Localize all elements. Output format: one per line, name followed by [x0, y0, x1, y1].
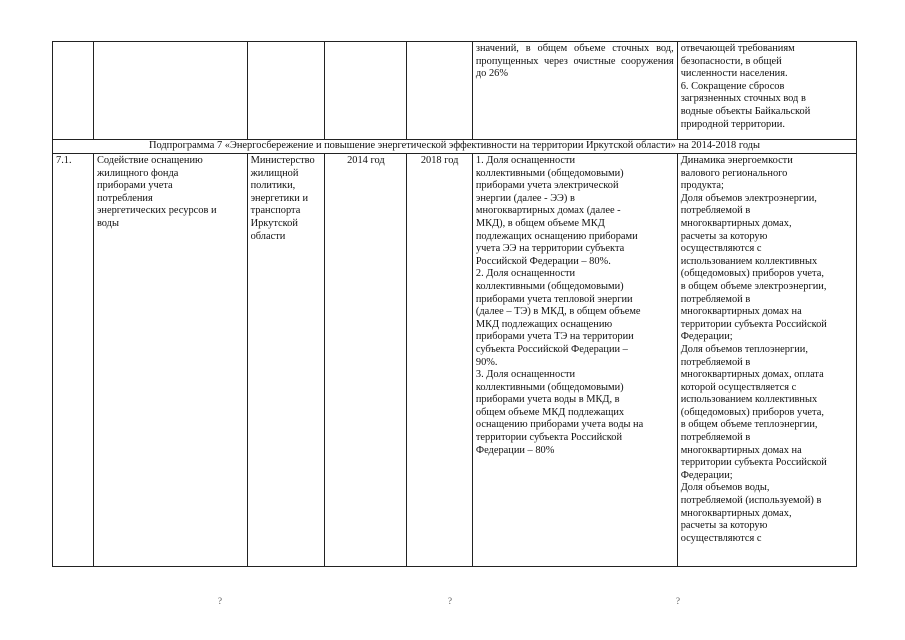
result-line: потребляемой в [680, 293, 751, 305]
indicator-line: 2. Доля оснащенности [475, 268, 576, 280]
result-line: в общем объеме теплоэнергии, [680, 419, 818, 431]
cell-result [677, 42, 856, 140]
result-line: территории субъекта Российской [680, 457, 827, 469]
result-line: расчеты за которую [680, 520, 768, 532]
cell-start-year: 2014 год [325, 154, 407, 567]
cell-number-empty [53, 42, 94, 140]
cell-name-empty [93, 42, 247, 140]
result-line: территории субъекта Российской [680, 318, 827, 330]
name-line: приборами учета [96, 180, 173, 192]
indicator-line: общем объеме МКД подлежащих [475, 406, 625, 418]
result-line: многоквартирных домах на [680, 306, 802, 318]
indicator-line: приборами учета воды в МКД, в [475, 394, 620, 406]
result-line: численности населения. [680, 68, 788, 80]
result-line: 6. Сокращение сбросов [680, 80, 785, 92]
result-line: многоквартирных домах на [680, 444, 802, 456]
result-line: продукта; [680, 180, 724, 192]
result-line: потребляемой (используемой) в [680, 495, 822, 507]
indicator-line: учета ЭЭ на территории субъекта [475, 243, 625, 255]
indicator-line: территории субъекта Российской [475, 432, 623, 444]
name-line: жилищного фонда [96, 167, 179, 179]
indicator-line: оснащению приборами учета воды на [475, 419, 644, 431]
indicator-line: 90%. [475, 356, 498, 368]
result-line: использованием коллективных [680, 255, 818, 267]
name-line: энергетических ресурсов и [96, 205, 217, 217]
result-line: многоквартирных домах, [680, 507, 792, 519]
indicator-line: (далее – ТЭ) в МКД, в общем объеме [475, 306, 641, 318]
subprogram-header-row [53, 140, 857, 154]
name-line: воды [96, 217, 119, 229]
result-line: многоквартирных домах, [680, 217, 792, 229]
executor-line: политики, [250, 180, 296, 192]
footer-mark: ? [676, 596, 680, 606]
indicator-line: 1. Доля оснащенности [475, 155, 576, 166]
indicator-line: приборами учета ТЭ на территории [475, 331, 634, 343]
indicator-line: Российской Федерации – 80%. [475, 255, 611, 267]
result-line: потребляемой в [680, 432, 751, 444]
indicator-line: МКД), в общем объеме МКД [475, 217, 605, 229]
result-line: Доля объемов воды, [680, 482, 770, 494]
result-line: отвечающей требованиям [680, 43, 795, 54]
footer-mark: ? [448, 596, 452, 606]
cell-number: 7.1. [53, 154, 94, 567]
result-line: использованием коллективных [680, 394, 818, 406]
result-line: водные объекты Байкальской [680, 105, 811, 117]
indicator-line: коллективными (общедомовыми) [475, 167, 624, 179]
executor-line: транспорта [250, 205, 301, 217]
result-line: Федерации; [680, 331, 733, 343]
indicator-line: Федерации – 80% [475, 444, 555, 456]
executor-line: энергетики и [250, 192, 309, 204]
result-line: многоквартирных домах, оплата [680, 369, 824, 381]
indicator-line: 3. Доля оснащенности [475, 369, 576, 381]
result-line: Динамика энергоемкости [680, 155, 793, 166]
indicator-line: многоквартирных домах (далее - [475, 205, 621, 217]
table-row-7-1 [53, 154, 857, 567]
result-line: в общем объеме электроэнергии, [680, 280, 827, 292]
executor-line: Министерство [250, 155, 315, 166]
result-line: валового регионального [680, 167, 788, 179]
indicator-line: субъекта Российской Федерации – [475, 343, 628, 355]
name-line: потребления [96, 192, 153, 204]
program-table [52, 41, 857, 567]
result-line: загрязненных сточных вод в [680, 93, 806, 105]
cell-indicators [472, 154, 677, 567]
cell-end-empty [407, 42, 473, 140]
result-line: осуществляются с [680, 532, 762, 544]
indicator-line: энергии (далее - ЭЭ) в [475, 192, 575, 204]
result-line: которой осуществляется с [680, 381, 797, 393]
executor-line: жилищной [250, 167, 299, 179]
indicator-line: приборами учета тепловой энергии [475, 293, 633, 305]
cell-results [677, 154, 856, 567]
subprogram-title: Подпрограмма 7 «Энергосбережение и повышение энергетической эффективности на территории Иркутской области» на 2014-2018 годы [53, 140, 857, 154]
result-line: потребляемой в [680, 205, 751, 217]
cell-name [93, 154, 247, 567]
cell-end-year: 2018 год [407, 154, 473, 567]
indicator-line: подлежащих оснащению приборами [475, 230, 638, 242]
cell-executor [247, 154, 325, 567]
result-line: безопасности, в общей [680, 55, 782, 67]
result-line: потребляемой в [680, 356, 751, 368]
result-line: осуществляются с [680, 243, 762, 255]
indicator-line: коллективными (общедомовыми) [475, 381, 624, 393]
result-line: Федерации; [680, 469, 733, 481]
executor-line: Иркутской [250, 217, 298, 229]
cell-start-empty [325, 42, 407, 140]
table-row-continuation [53, 42, 857, 140]
result-line: Доля объемов электроэнергии, [680, 192, 817, 204]
result-line: расчеты за которую [680, 230, 768, 242]
cell-indicator: значений, в общем объеме сточных вод, пропущенных через очистные сооружения до 26% [472, 42, 677, 140]
indicator-line: приборами учета электрической [475, 180, 619, 192]
indicator-line: коллективными (общедомовыми) [475, 280, 624, 292]
executor-line: области [250, 230, 286, 242]
result-line: (общедомовых) приборов учета, [680, 406, 824, 418]
result-line: (общедомовых) приборов учета, [680, 268, 824, 280]
footer-mark: ? [218, 596, 222, 606]
indicator-line: МКД подлежащих оснащению [475, 318, 613, 330]
name-line: Содействие оснащению [96, 155, 203, 166]
result-line: природной территории. [680, 118, 785, 130]
cell-executor-empty [247, 42, 325, 140]
result-line: Доля объемов теплоэнергии, [680, 343, 808, 355]
